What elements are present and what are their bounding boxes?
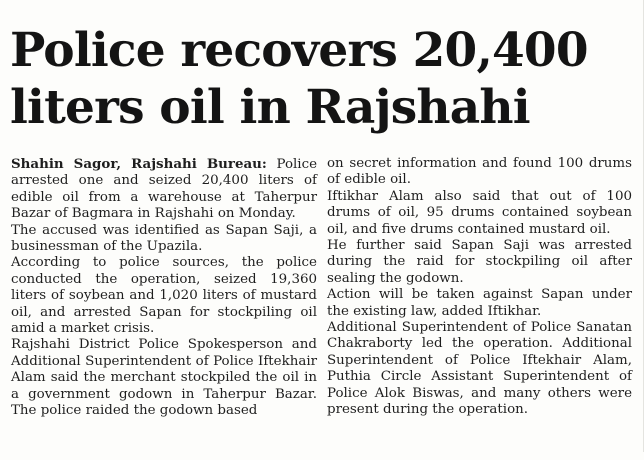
- headline-line-1: Police recovers 20,400: [10, 23, 588, 78]
- byline: Shahin Sagor, Rajshahi Bureau:: [11, 156, 267, 172]
- paragraph: Action will be taken against Sapan under the existing law, added Iftikhar.: [327, 287, 632, 319]
- headline-line-2: liters oil in Rajshahi: [10, 80, 530, 135]
- paragraph: The accused was identified as Sapan Saji, a businessman of the Upazila.: [11, 222, 317, 255]
- paragraph: He further said Sapan Saji was arrested during the raid for stockpiling oil after sealing the godown.: [327, 238, 632, 286]
- page-edge: [0, 452, 644, 460]
- paragraph-text: Police arrested one and seized 20,400 liters of edible oil from a warehouse at Taherpur Bazar of Bagmara in Rajshahi on Monday.: [11, 157, 317, 222]
- paragraph: According to police sources, the police conducted the operation, seized 19,360 liters of soybean and 1,020 liters of mustard oil, and arrested Sapan for stockpiling oil amid a market crisis.: [11, 255, 317, 337]
- paragraph: on secret information and found 100 drums of edible oil.: [327, 156, 632, 188]
- paragraph: Additional Superintendent of Police Sanatan Chakraborty led the operation. Additional Superintendent of Police Iftekhair Alam, Puthia Circle Assistant Superintendent of Police Alok Biswas, and many others were present during the operation.: [327, 320, 632, 418]
- right-column: [327, 156, 632, 419]
- paragraph: Iftikhar Alam also said that out of 100 drums of oil, 95 drums contained soybean oil, and five drums contained mustard oil.: [327, 188, 632, 237]
- headline: [10, 22, 630, 136]
- left-column: [11, 156, 317, 420]
- paragraph: Rajshahi District Police Spokesperson and Additional Superintendent of Police Iftekhair Alam said the merchant stockpiled the oil in a government godown in Taherpur Bazar. The police raided the godown based: [11, 337, 317, 419]
- paragraph: [11, 156, 317, 223]
